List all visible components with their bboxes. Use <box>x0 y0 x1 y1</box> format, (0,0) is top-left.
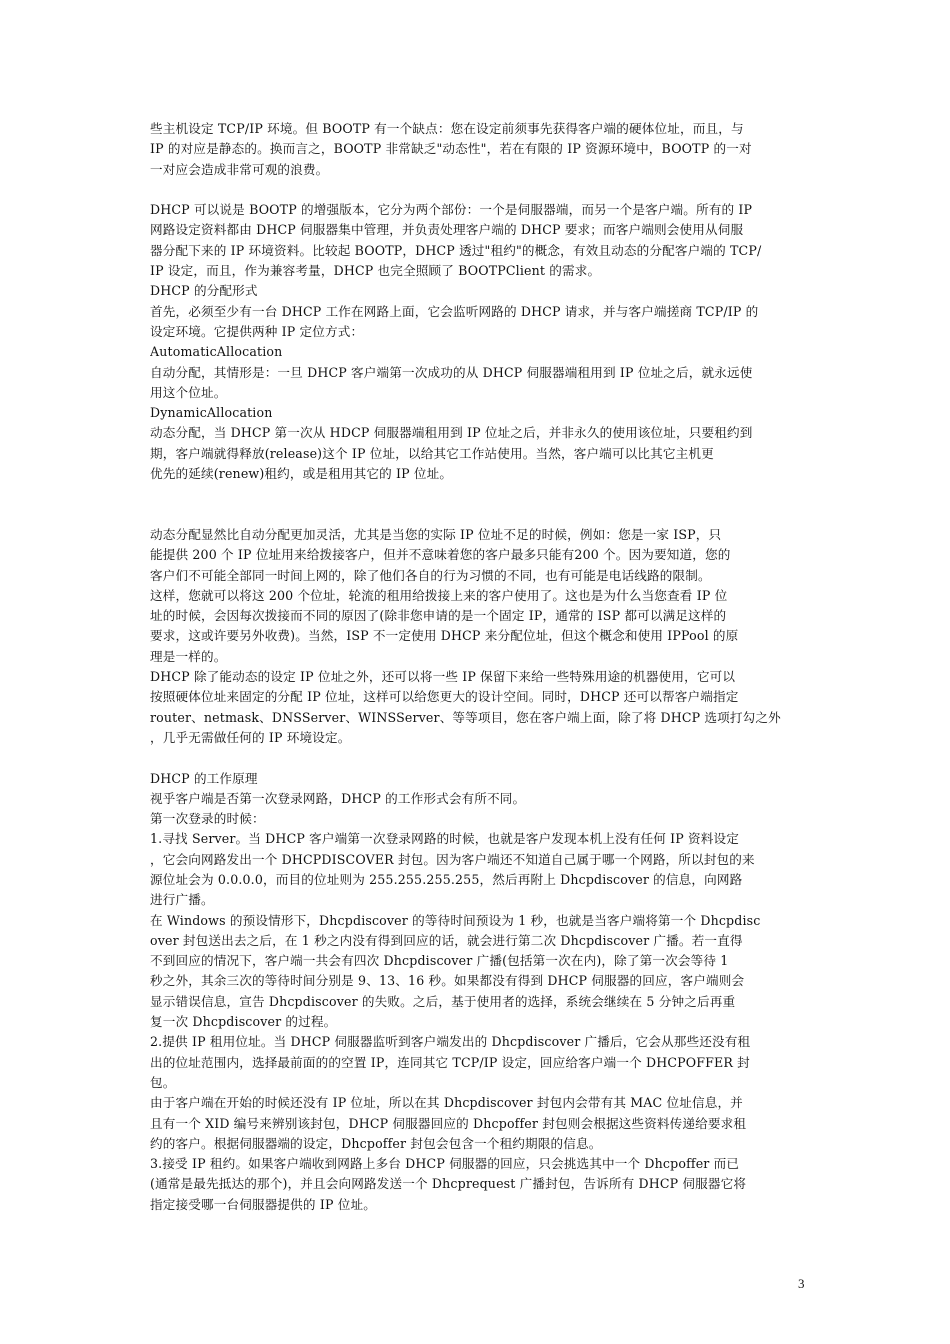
text-line: 器分配下来的 IP 环境资料。比较起 BOOTP，DHCP 透过"租约"的概念，有效且动态的分配客户端的 TCP/ <box>150 242 762 258</box>
paragraph-dhcp-overview <box>150 200 792 484</box>
paragraph-dhcp-working-principle <box>150 769 792 1216</box>
text-line: 约的客户。根据伺服器端的设定，Dhcpoffer 封包会包含一个租约期限的信息。 <box>150 1135 602 1151</box>
text-line: 网路设定资料都由 DHCP 伺服器集中管理，并负责处理客户端的 DHCP 要求；而客户端则会使用从伺服 <box>150 222 744 238</box>
text-line: over 封包送出去之后，在 1 秒之内没有得到回应的话，就会进行第二次 Dhcpdiscover 广播。若一直得 <box>150 932 743 948</box>
text-line: DHCP 可以说是 BOOTP 的增强版本，它分为两个部份：一个是伺服器端，而另一个是客户端。所有的 IP <box>150 202 753 218</box>
text-line: 址的时候，会因每次拨接而不同的原因了(除非您申请的是一个固定 IP，通常的 ISP 都可以满足这样的 <box>150 608 727 624</box>
text-line: 视乎客户端是否第一次登录网路，DHCP 的工作形式会有所不同。 <box>150 790 526 806</box>
text-line: 优先的延续(renew)租约，或是租用其它的 IP 位址。 <box>150 466 453 482</box>
text-line: (通常是最先抵达的那个)，并且会向网路发送一个 Dhcprequest 广播封包，告诉所有 DHCP 伺服器它将 <box>150 1176 747 1192</box>
document-page <box>150 119 792 1215</box>
section-heading-working-principle: DHCP 的工作原理 <box>150 770 258 786</box>
text-line: 动态分配显然比自动分配更加灵活，尤其是当您的实际 IP 位址不足的时候，例如：您是一家 ISP，只 <box>150 526 722 542</box>
text-line: DHCP 除了能动态的设定 IP 位址之外，还可以将一些 IP 保留下来给一些特殊用途的机器使用，它可以 <box>150 669 736 685</box>
text-line: 客户们不可能全部同一时间上网的，除了他们各自的行为习惯的不同，也有可能是电话线路的限制。 <box>150 567 711 583</box>
paragraph-dynamic-allocation <box>150 525 792 748</box>
page-number: 3 <box>798 1276 805 1291</box>
paragraph-spacer <box>150 180 792 200</box>
text-line: ，它会向网路发出一个 DHCPDISCOVER 封包。因为客户端还不知道自己属于哪一个网路，所以封包的来 <box>150 851 755 867</box>
text-line: 能提供 200 个 IP 位址用来给拨接客户，但并不意味着您的客户最多只能有200 个。因为要知道，您的 <box>150 547 731 563</box>
text-line: router、netmask、DNSServer、WINSServer、等等项目，您在客户端上面，除了将 DHCP 选项打勾之外 <box>150 709 781 725</box>
text-line: 期，客户端就得释放(release)这个 IP 位址，以给其它工作站使用。当然，客户端可以比其它主机更 <box>150 445 714 461</box>
text-line: 复一次 Dhcpdiscover 的过程。 <box>150 1014 337 1030</box>
text-line: ，几乎无需做任何的 IP 环境设定。 <box>150 729 351 745</box>
text-line: 用这个位址。 <box>150 384 227 400</box>
text-line: 显示错误信息，宣告 Dhcpdiscover 的失败。之后，基于使用者的选择，系统会继续在 5 分钟之后再重 <box>150 993 736 1009</box>
text-line: 不到回应的情况下，客户端一共会有四次 Dhcpdiscover 广播(包括第一次在内)，除了第一次会等待 1 <box>150 953 729 969</box>
text-line: 秒之外，其余三次的等待时间分别是 9、13、16 秒。如果都没有得到 DHCP 伺服器的回应，客户端则会 <box>150 973 745 989</box>
text-line: IP 设定，而且，作为兼容考量，DHCP 也完全照顾了 BOOTPClient 的需求。 <box>150 263 601 279</box>
text-line: 在 Windows 的预设情形下，Dhcpdiscover 的等待时间预设为 1 秒，也就是当客户端将第一个 Dhcpdisc <box>150 912 761 928</box>
text-line: 按照硬体位址来固定的分配 IP 位址，这样可以给您更大的设计空间。同时，DHCP 还可以帮客户端指定 <box>150 689 739 705</box>
text-line: IP 的对应是静态的。换而言之，BOOTP 非常缺乏"动态性"，若在有限的 IP 资源环境中，BOOTP 的一对 <box>150 141 752 157</box>
text-line: 自动分配，其情形是：一旦 DHCP 客户端第一次成功的从 DHCP 伺服器端租用到 IP 位址之后，就永远使 <box>150 364 753 380</box>
text-line: DynamicAllocation <box>150 405 273 421</box>
paragraph-bootp-limitation <box>150 119 792 180</box>
text-line: AutomaticAllocation <box>150 344 283 360</box>
text-line: 一对应会造成非常可观的浪费。 <box>150 161 329 177</box>
text-line: 第一次登录的时候： <box>150 811 265 827</box>
text-line: 出的位址范围内，选择最前面的的空置 IP，连同其它 TCP/IP 设定，回应给客户端一个 DHCPOFFER 封 <box>150 1054 750 1070</box>
paragraph-spacer <box>150 484 792 525</box>
text-line: 源位址会为 0.0.0.0，而目的位址则为 255.255.255.255，然后再附上 Dhcpdiscover 的信息，向网路 <box>150 871 743 887</box>
paragraph-spacer <box>150 748 792 768</box>
text-line: 这样，您就可以将这 200 个位址，轮流的租用给拨接上来的客户使用了。这也是为什么当您查看 IP 位 <box>150 587 728 603</box>
text-line: 指定接受哪一台伺服器提供的 IP 位址。 <box>150 1196 376 1212</box>
text-line: 且有一个 XID 编号来辨别该封包，DHCP 伺服器回应的 Dhcpoffer 封包则会根据这些资料传递给要求租 <box>150 1115 747 1131</box>
text-line: 包。 <box>150 1074 176 1090</box>
text-line: 1.寻找 Server。当 DHCP 客户端第一次登录网路的时候，也就是客户发现本机上没有任何 IP 资料设定 <box>150 831 739 847</box>
text-line: 设定环境。它提供两种 IP 定位方式： <box>150 323 364 339</box>
text-line: 理是一样的。 <box>150 648 227 664</box>
section-heading-allocation: DHCP 的分配形式 <box>150 283 258 299</box>
text-line: 3.接受 IP 租约。如果客户端收到网路上多台 DHCP 伺服器的回应，只会挑选其中一个 Dhcpoffer 而已 <box>150 1156 740 1172</box>
text-line: 要求，这或许要另外收费)。当然，ISP 不一定使用 DHCP 来分配位址，但这个概念和使用 IPPool 的原 <box>150 628 739 644</box>
text-line: 由于客户端在开始的时候还没有 IP 位址，所以在其 Dhcpdiscover 封包内会带有其 MAC 位址信息，并 <box>150 1095 743 1111</box>
text-line: 动态分配，当 DHCP 第一次从 HDCP 伺服器端租用到 IP 位址之后，并非永久的使用该位址，只要租约到 <box>150 425 753 441</box>
text-line: 2.提供 IP 租用位址。当 DHCP 伺服器监听到客户端发出的 Dhcpdiscover 广播后，它会从那些还没有租 <box>150 1034 751 1050</box>
text-line: 首先，必须至少有一台 DHCP 工作在网路上面，它会监听网路的 DHCP 请求，并与客户端搓商 TCP/IP 的 <box>150 303 759 319</box>
text-line: 进行广播。 <box>150 892 214 908</box>
text-line: 些主机设定 TCP/IP 环境。但 BOOTP 有一个缺点：您在设定前须事先获得客户端的硬体位址，而且，与 <box>150 121 744 136</box>
